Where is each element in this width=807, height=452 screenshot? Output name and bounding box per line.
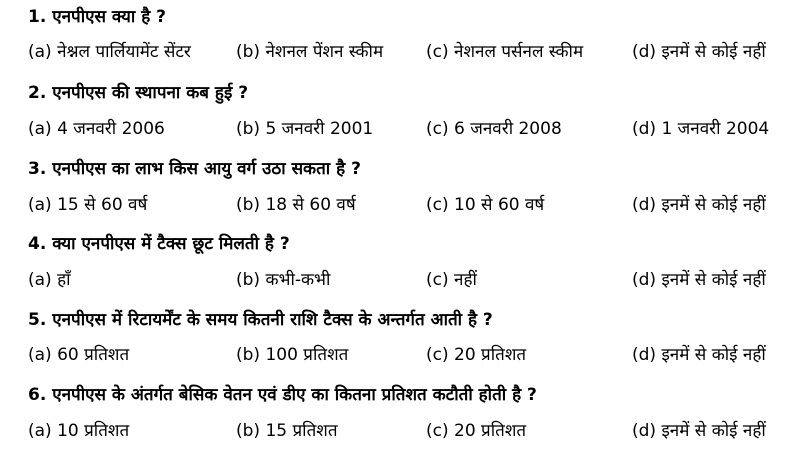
option-b: (b) 5 जनवरी 2001: [236, 119, 374, 139]
option-d: (d) इनमें से कोई नहीं: [632, 270, 766, 290]
option-a: (a) नेश्नल पार्लियामेंट सेंटर: [28, 42, 191, 62]
option-d: (d) इनमें से कोई नहीं: [632, 195, 766, 215]
option-b: (b) 100 प्रतिशत: [236, 345, 349, 365]
option-a: (a) हाँ: [28, 270, 71, 290]
option-a: (a) 10 प्रतिशत: [28, 421, 130, 441]
question-4: 4. क्या एनपीएस में टैक्स छूट मिलती है ?: [28, 234, 290, 254]
option-c: (c) 20 प्रतिशत: [426, 421, 527, 441]
question-3: 3. एनपीएस का लाभ किस आयु वर्ग उठा सकता है ?: [28, 159, 361, 179]
question-1: 1. एनपीएस क्या है ?: [28, 7, 166, 27]
options-row-4: [28, 268, 803, 292]
option-b: (b) नेशनल पेंशन स्कीम: [236, 42, 384, 62]
option-d: (d) इनमें से कोई नहीं: [632, 421, 766, 441]
option-d: (d) 1 जनवरी 2004: [632, 119, 770, 139]
option-b: (b) कभी-कभी: [236, 270, 331, 290]
option-b: (b) 18 से 60 वर्ष: [236, 195, 356, 215]
option-c: (c) 10 से 60 वर्ष: [426, 195, 545, 215]
option-c: (c) 20 प्रतिशत: [426, 345, 527, 365]
question-6: 6. एनपीएस के अंतर्गत बेसिक वेतन एवं डीए का कितना प्रतिशत कटौती होती है ?: [28, 385, 537, 405]
question-2: 2. एनपीएस की स्थापना कब हुई ?: [28, 83, 249, 103]
option-d: (d) इनमें से कोई नहीं: [632, 345, 766, 365]
option-a: (a) 60 प्रतिशत: [28, 345, 130, 365]
option-b: (b) 15 प्रतिशत: [236, 421, 338, 441]
option-c: (c) 6 जनवरी 2008: [426, 119, 562, 139]
option-c: (c) नेशनल पर्सनल स्कीम: [426, 42, 584, 62]
option-a: (a) 4 जनवरी 2006: [28, 119, 165, 139]
option-c: (c) नहीं: [426, 270, 477, 290]
options-row-1: [28, 40, 803, 64]
options-row-6: [28, 419, 803, 443]
options-row-3: [28, 193, 803, 217]
option-d: (d) इनमें से कोई नहीं: [632, 42, 766, 62]
option-a: (a) 15 से 60 वर्ष: [28, 195, 148, 215]
options-row-2: [28, 117, 803, 141]
options-row-5: [28, 343, 803, 367]
question-5: 5. एनपीएस में रिटायर्मेंट के समय कितनी राशि टैक्स के अन्तर्गत आती है ?: [28, 310, 493, 330]
